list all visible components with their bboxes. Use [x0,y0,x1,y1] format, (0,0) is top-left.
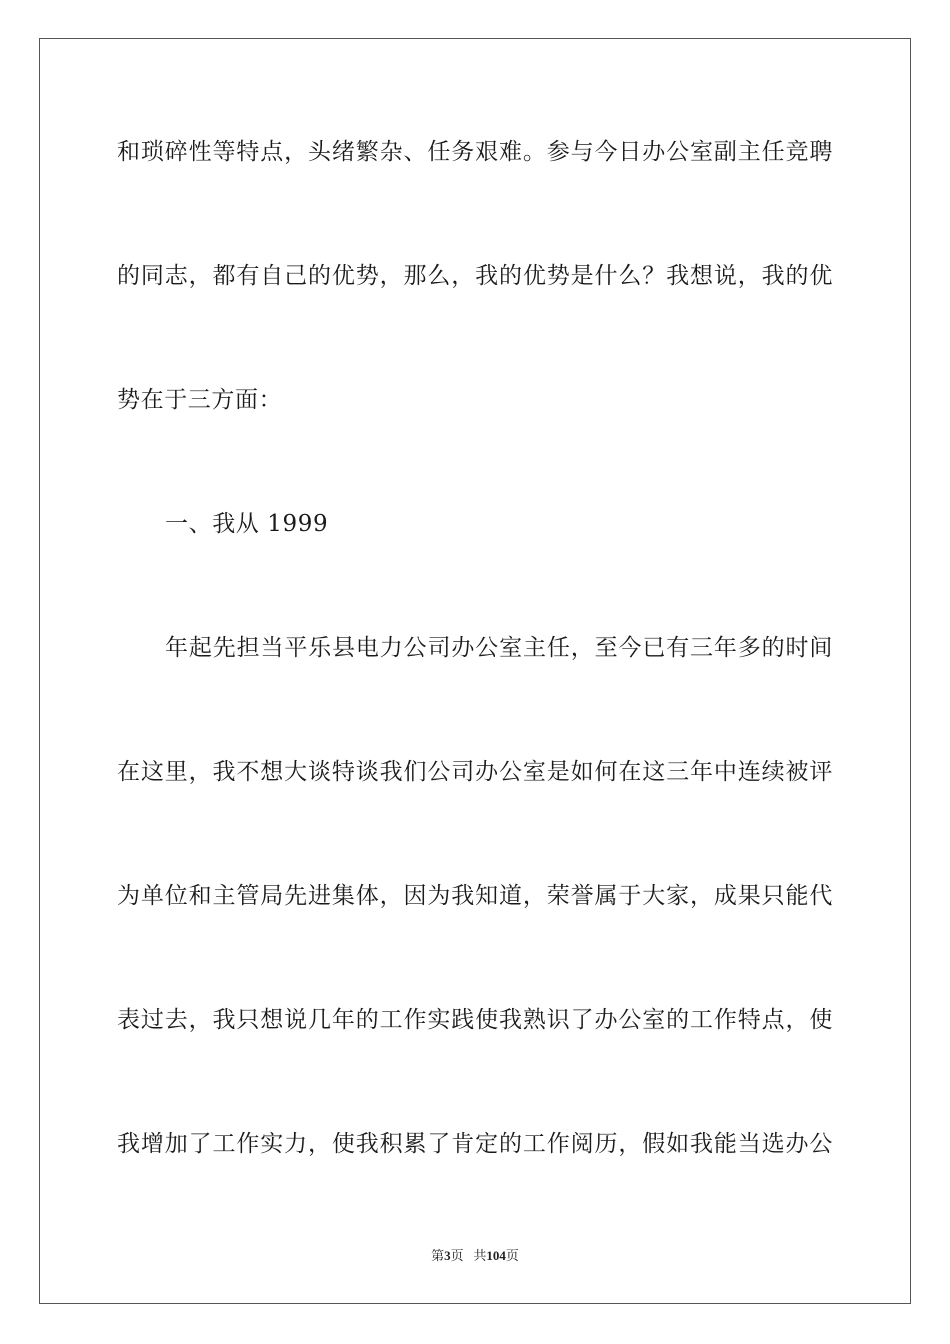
footer-total-suffix: 页 [505,1248,519,1263]
page-border [39,38,911,1304]
footer-total-number: 104 [486,1248,506,1263]
text-line-7: 为单位和主管局先进集体，因为我知道，荣誉属于大家，成果只能代 [117,883,833,909]
text-line-6: 在这里，我不想大谈特谈我们公司办公室是如何在这三年中连续被评 [117,759,833,785]
text-line-4: 一、我从 1999 [165,511,329,537]
footer-total-prefix: 共 [473,1248,487,1263]
footer-page-suffix: 页 [450,1248,464,1263]
text-line-1: 和琐碎性等特点，头绪繁杂、任务艰难。参与今日办公室副主任竞聘 [117,139,833,165]
text-line-5: 年起先担当平乐县电力公司办公室主任，至今已有三年多的时间 [165,635,833,661]
text-line-2: 的同志，都有自己的优势，那么，我的优势是什么？我想说，我的优 [117,263,833,289]
text-line-3: 势在于三方面： [117,387,283,413]
page-footer [0,1247,950,1265]
footer-page-number: 3 [444,1248,451,1263]
text-line-8: 表过去，我只想说几年的工作实践使我熟识了办公室的工作特点，使 [117,1007,833,1033]
footer-page-prefix: 第 [431,1248,445,1263]
text-line-9: 我增加了工作实力，使我积累了肯定的工作阅历，假如我能当选办公 [117,1131,833,1157]
